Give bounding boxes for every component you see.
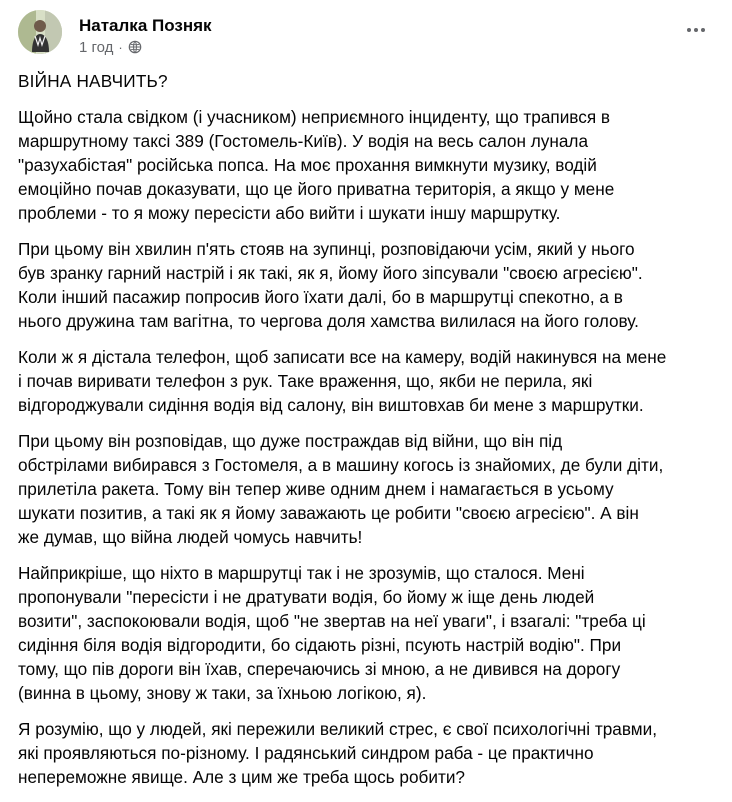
post-paragraph: Коли ж я дістала телефон, щоб записати все на камеру, водій накинувся на мене і почав виривати телефон з рук. Таке враження, що, якби не перила, які відгороджували сидіння водія від салону, він виштовхав би мене з маршрутки. (18, 347, 667, 415)
more-options-icon (684, 18, 708, 42)
post-header (18, 10, 718, 56)
author-avatar[interactable] (18, 10, 62, 54)
post-paragraph: При цьому він розповідав, що дуже постраждав від війни, що він під обстрілами вибирався з Гостомеля, а в машину когось із знайомих, де були діти, прилетіла ракета. Тому він тепер живе одним днем і намагається в усьому шукати позитив, а такі як я йому заважають це робити "своєю агресією". А він же думав, що війна людей чомусь навчить! (18, 431, 664, 547)
post-paragraph: При цьому він хвилин п'ять стояв на зупинці, розповідаючи усім, який у нього був зранку гарний настрій і як такі, як я, йому його зіпсували "своєю агресією". Коли інший пасажир попросив його їхати далі, бо в маршрутці спекотно, а в нього дружина там вагітна, то чергова доля хамства вилилася на його голову. (18, 239, 643, 331)
post-paragraph: Найприкріше, що ніхто в маршрутці так і не зрозумів, що сталося. Мені пропонували "пересісти і не дратувати водія, бо йому ж іще день людей возити", заспокоювали водія, щоб "не звертав на неї уваги", і взагалі: "треба ці сидіння біля водія відгородити, бо сідають різні, псують настрій водію". При тому, що пів дороги він їхав, сперечаючись зі мною, а не дивився на дорогу (винна в цьому, знову ж таки, за їхньою логікою, я). (18, 563, 646, 703)
post-paragraph: Щойно стала свідком (і учасником) неприємного інциденту, що трапився в маршрутному таксі 389 (Гостомель-Київ). У водія на весь салон лунала "разухабістая" російська попса. На моє прохання вимкнути музику, водій емоційно почав доказувати, що це його приватна територія, а якщо у мене проблеми - то я можу пересісти або вийти і шукати іншу маршрутку. (18, 107, 615, 223)
post-meta (79, 38, 142, 56)
author-name[interactable]: Наталка Позняк (79, 16, 212, 35)
meta-separator: · (118, 39, 123, 55)
post-title: ВІЙНА НАВЧИТЬ? (18, 71, 168, 91)
more-options-button[interactable] (682, 18, 710, 42)
post-time[interactable]: 1 год (79, 38, 114, 56)
globe-icon[interactable] (128, 40, 142, 54)
post-paragraph: Я розумію, що у людей, які пережили великий стрес, є свої психологічні травми, які проявляються по-різному. І радянський синдром раба - це практично непереможне явище. Але з цим же треба щось робити? (18, 719, 657, 787)
post-content (18, 69, 716, 789)
